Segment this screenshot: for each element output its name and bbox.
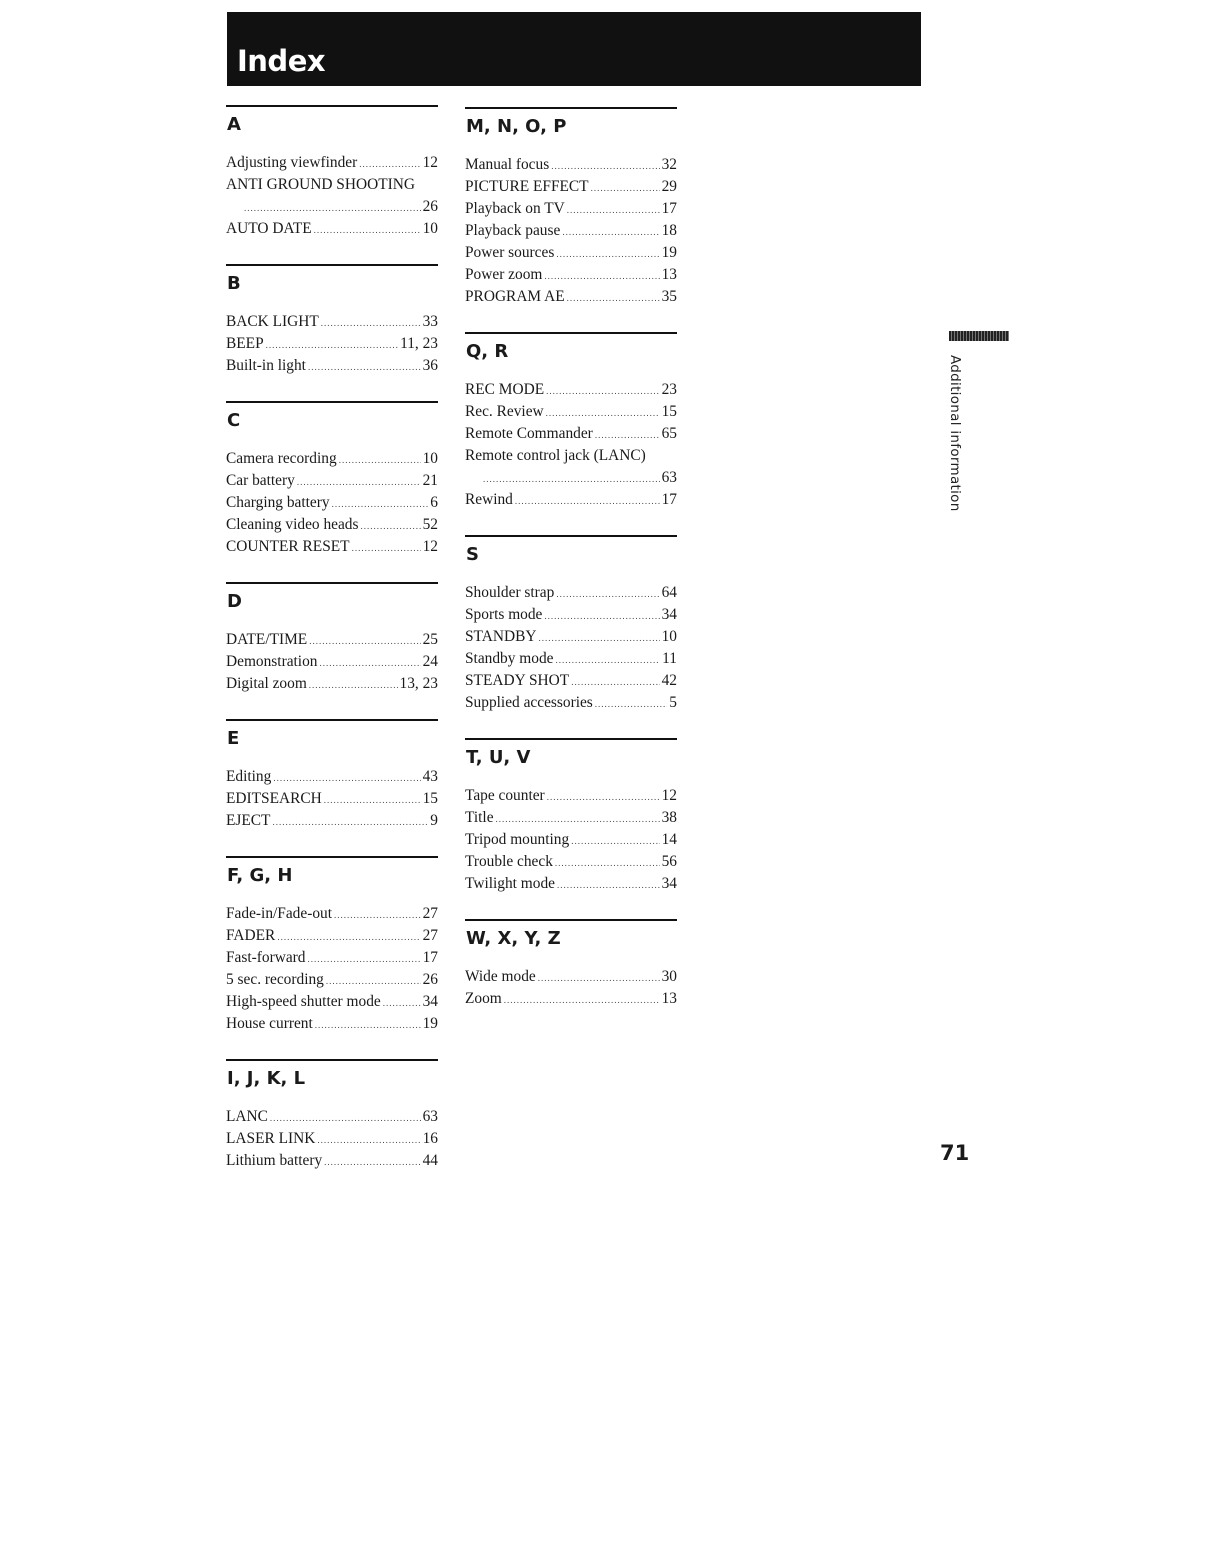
leader-dots [546,402,660,424]
section-gap [465,308,677,332]
entry-page: 25 [422,631,438,648]
leader-dots [317,1129,420,1151]
entry-term: High-speed shutter mode [226,993,381,1010]
index-entry [226,514,438,536]
entry-page: 9 [430,812,438,829]
index-entry [465,176,677,198]
index-entry [226,152,438,174]
entry-term: EDITSEARCH [226,790,322,807]
leader-dots [383,992,421,1014]
index-entry [465,445,677,467]
entry-page: 19 [422,1015,438,1032]
leader-dots [483,468,660,490]
entry-term: Tape counter [465,787,545,804]
section-gap [226,558,438,582]
index-entry [226,174,438,196]
entry-page: 18 [661,222,677,239]
section-gap [226,377,438,401]
section-heading: I, J, K, L [227,1068,306,1089]
entry-term: Remote Commander [465,425,593,442]
entry-page: 34 [661,606,677,623]
entry-page: 21 [422,472,438,489]
leader-dots [556,583,659,605]
leader-dots [277,926,420,948]
section-heading: B [227,273,241,294]
entry-page: 12 [422,154,438,171]
section-divider [226,264,438,266]
entry-page: 63 [422,1108,438,1125]
entry-term: Adjusting viewfinder [226,154,358,171]
index-entry [465,648,677,670]
leader-dots [571,830,659,852]
leader-dots [297,471,421,493]
entry-term: COUNTER RESET [226,538,350,555]
entry-term: Supplied accessories [465,694,593,711]
section-gap [465,511,677,535]
leader-dots [555,852,660,874]
index-entry [465,242,677,264]
entry-page: 12 [661,787,677,804]
index-entry [465,198,677,220]
entry-page: 27 [422,927,438,944]
index-entry [226,1128,438,1150]
entry-term: Playback pause [465,222,561,239]
entry-page: 5 [669,694,677,711]
leader-dots [546,380,660,402]
index-entry [226,492,438,514]
section-heading: Q, R [466,341,509,362]
entry-term: Fade-in/Fade-out [226,905,332,922]
index-entry [226,448,438,470]
entry-term: Trouble check [465,853,553,870]
leader-dots [557,874,660,896]
entry-term: Twilight mode [465,875,555,892]
index-entry [465,692,677,714]
section-heading: F, G, H [227,865,293,886]
entry-term: Power zoom [465,266,543,283]
leader-dots [595,693,668,715]
index-section [226,401,438,558]
leader-dots [551,155,659,177]
entry-page: 13 [661,266,677,283]
index-section [226,105,438,240]
index-entry [226,311,438,333]
section-divider [465,738,677,740]
entry-term: FADER [226,927,276,944]
entry-page: 56 [661,853,677,870]
entry-term: BEEP [226,335,264,352]
entry-page: 17 [661,200,677,217]
entry-term: Fast-forward [226,949,306,966]
index-entry [465,851,677,873]
entry-page: 24 [422,653,438,670]
entry-term: Rewind [465,491,513,508]
entry-page: 10 [422,450,438,467]
section-gap [465,714,677,738]
index-section [226,719,438,832]
leader-dots [556,243,659,265]
entry-page: 38 [661,809,677,826]
leader-dots [334,904,421,926]
section-divider [226,1059,438,1061]
index-entry [226,766,438,788]
entry-page: 36 [422,357,438,374]
leader-dots [309,674,398,696]
index-entry [465,582,677,604]
section-gap [226,1035,438,1059]
section-heading: T, U, V [466,747,531,768]
entry-term: Zoom [465,990,502,1007]
entry-page: 32 [661,156,677,173]
entry-term: STANDBY [465,628,537,645]
entry-page: 26 [422,971,438,988]
index-entry [226,969,438,991]
entry-page: 64 [661,584,677,601]
entry-page: 15 [422,790,438,807]
entry-term: REC MODE [465,381,545,398]
index-entry [226,673,438,695]
section-divider [465,332,677,334]
leader-dots [359,153,420,175]
index-header-bar [227,12,921,86]
leader-dots [496,808,660,830]
entry-page: 23 [661,381,677,398]
leader-dots [339,449,421,471]
index-entry [226,218,438,240]
index-section [226,582,438,695]
index-entry [226,355,438,377]
leader-dots [324,789,421,811]
section-divider [465,107,677,109]
entry-page: 12 [422,538,438,555]
entry-page: 43 [422,768,438,785]
entry-page: 16 [422,1130,438,1147]
index-entry [465,489,677,511]
entry-page: 13, 23 [399,675,438,692]
leader-dots [567,199,660,221]
index-entry [465,401,677,423]
leader-dots [270,1107,421,1129]
leader-dots [538,627,659,649]
entry-term: Standby mode [465,650,554,667]
leader-dots [244,197,421,219]
index-entry [465,423,677,445]
leader-dots [567,287,660,309]
entry-page: 52 [422,516,438,533]
leader-dots [515,490,660,512]
entry-term: Camera recording [226,450,337,467]
index-entry [226,470,438,492]
index-section [465,107,677,308]
section-heading: W, X, Y, Z [466,928,561,949]
entry-page: 17 [422,949,438,966]
section-heading: D [227,591,242,612]
section-divider [465,919,677,921]
entry-term: STEADY SHOT [465,672,570,689]
section-gap [226,240,438,264]
index-entry [465,467,677,489]
entry-term: Rec. Review [465,403,544,420]
leader-dots [309,630,420,652]
entry-page: 11 [662,650,677,667]
index-entry [226,629,438,651]
entry-term: House current [226,1015,313,1032]
index-entry [465,670,677,692]
entry-page: 10 [661,628,677,645]
section-divider [226,401,438,403]
leader-dots [266,334,398,356]
leader-dots [308,356,421,378]
entry-page: 10 [422,220,438,237]
index-entry [226,1106,438,1128]
index-entry [226,947,438,969]
entry-term: PICTURE EFFECT [465,178,589,195]
section-tab-marker [949,331,1009,341]
page-number: 71 [940,1141,970,1165]
entry-page: 17 [661,491,677,508]
index-entry [226,810,438,832]
index-entry [226,536,438,558]
entry-page: 35 [661,288,677,305]
section-heading: A [227,114,241,135]
entry-term: Built-in light [226,357,306,374]
index-entry [465,626,677,648]
entry-page: 29 [661,178,677,195]
index-section [465,332,677,511]
entry-term: Manual focus [465,156,550,173]
index-section [226,856,438,1035]
index-entry [226,925,438,947]
index-section [465,738,677,895]
index-entry [465,873,677,895]
entry-term: Digital zoom [226,675,307,692]
section-divider [465,535,677,537]
entry-term: Demonstration [226,653,318,670]
leader-dots [319,652,420,674]
index-entry [226,196,438,218]
entry-term: AUTO DATE [226,220,312,237]
leader-dots [321,312,421,334]
leader-dots [326,970,421,992]
section-gap [465,895,677,919]
entry-term: Title [465,809,494,826]
entry-page: 34 [661,875,677,892]
leader-dots [272,811,428,833]
entry-page: 44 [422,1152,438,1169]
index-entry [465,988,677,1010]
section-side-label: Additional information [947,355,963,512]
index-section [226,1059,438,1172]
entry-term: Charging battery [226,494,330,511]
leader-dots [538,967,660,989]
section-heading: S [466,544,479,565]
section-divider [226,105,438,107]
entry-page: 30 [661,968,677,985]
section-divider [226,582,438,584]
entry-term: Remote control jack (LANC) [465,447,646,464]
leader-dots [547,786,660,808]
leader-dots [562,221,659,243]
entry-term: Playback on TV [465,200,565,217]
index-entry [226,651,438,673]
entry-term: Lithium battery [226,1152,323,1169]
index-entry [465,785,677,807]
index-entry [465,966,677,988]
page-title: Index [237,44,326,78]
leader-dots [361,515,421,537]
index-entry [465,264,677,286]
index-entry [226,788,438,810]
leader-dots [324,1151,420,1173]
section-divider [226,719,438,721]
entry-page: 13 [661,990,677,1007]
leader-dots [352,537,421,559]
index-entry [465,154,677,176]
leader-dots [504,989,660,1011]
entry-term: Cleaning video heads [226,516,359,533]
entry-term: Wide mode [465,968,536,985]
section-divider [226,856,438,858]
leader-dots [595,424,660,446]
entry-page: 33 [422,313,438,330]
index-entry [226,333,438,355]
entry-term: 5 sec. recording [226,971,324,988]
leader-dots [315,1014,421,1036]
index-section [465,919,677,1010]
index-entry [465,379,677,401]
entry-term: PROGRAM AE [465,288,565,305]
leader-dots [556,649,661,671]
entry-page: 15 [661,403,677,420]
entry-term: EJECT [226,812,271,829]
entry-term: Car battery [226,472,295,489]
entry-page: 34 [422,993,438,1010]
index-entry [226,1150,438,1172]
entry-term: Tripod mounting [465,831,570,848]
index-entry [226,991,438,1013]
section-heading: E [227,728,240,749]
index-column-left [226,105,438,1172]
leader-dots [308,948,421,970]
entry-page: 11, 23 [400,335,438,352]
index-column-right [465,107,677,1010]
entry-term: Sports mode [465,606,543,623]
entry-page: 26 [422,198,438,215]
leader-dots [314,219,421,241]
leader-dots [571,671,659,693]
entry-term: DATE/TIME [226,631,308,648]
leader-dots [273,767,420,789]
section-gap [226,695,438,719]
leader-dots [544,605,659,627]
entry-term: Shoulder strap [465,584,555,601]
entry-page: 63 [661,469,677,486]
entry-page: 6 [430,494,438,511]
entry-term: BACK LIGHT [226,313,319,330]
entry-term: LANC [226,1108,268,1125]
section-heading: M, N, O, P [466,116,567,137]
section-gap [226,832,438,856]
entry-page: 65 [661,425,677,442]
entry-page: 14 [661,831,677,848]
index-section [465,535,677,714]
leader-dots [544,265,659,287]
entry-page: 27 [422,905,438,922]
leader-dots [332,493,429,515]
section-heading: C [227,410,241,431]
index-entry [465,286,677,308]
index-entry [226,1013,438,1035]
entry-term: Power sources [465,244,555,261]
index-section [226,264,438,377]
entry-page: 19 [661,244,677,261]
index-entry [465,604,677,626]
entry-term: Editing [226,768,272,785]
entry-page: 42 [661,672,677,689]
index-entry [465,220,677,242]
index-entry [226,903,438,925]
index-entry [465,829,677,851]
entry-term: LASER LINK [226,1130,316,1147]
entry-term: ANTI GROUND SHOOTING [226,176,415,193]
index-entry [465,807,677,829]
leader-dots [591,177,660,199]
